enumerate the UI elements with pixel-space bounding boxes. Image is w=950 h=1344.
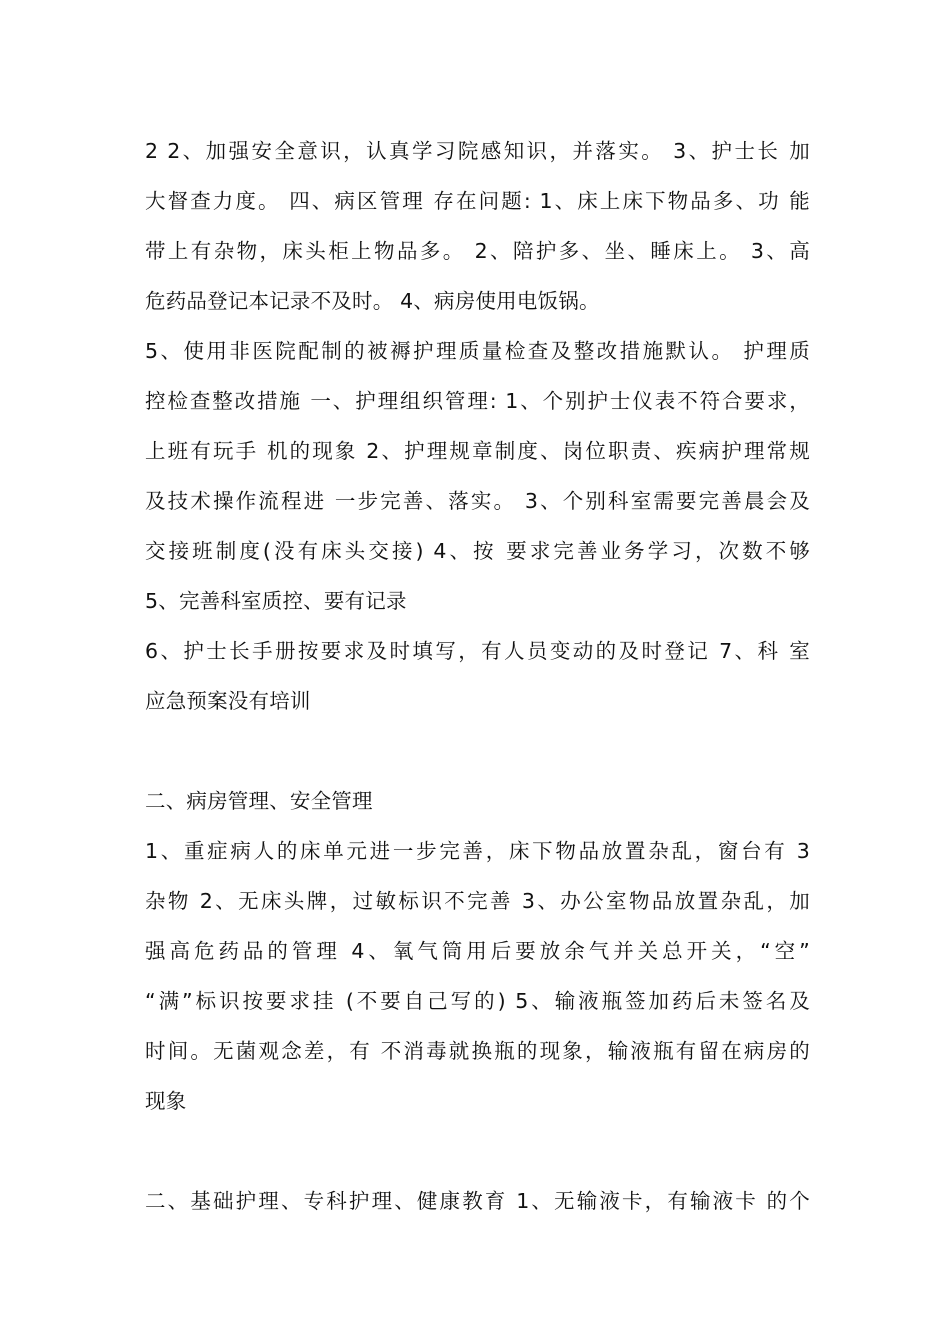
text-line-9: 交接班制度(没有床头交接) 4、按 要求完善业务学习，次数不够: [145, 539, 810, 563]
text-line-6: 控检查整改措施 一、护理组织管理: 1、个别护士仪表不符合要求，: [145, 389, 810, 413]
text-line-1: 2 2、加强安全意识，认真学习院感知识，并落实。 3、护士长 加: [145, 139, 810, 163]
text-line-11: 6、护士长手册按要求及时填写，有人员变动的及时登记 7、科 室: [145, 639, 810, 663]
text-line-20: 现象: [145, 1089, 187, 1113]
text-line-4: 危药品登记本记录不及时。 4、病房使用电饭锅。: [145, 289, 600, 313]
text-line-10: 5、完善科室质控、要有记录: [145, 589, 407, 613]
document-body: [145, 126, 810, 1226]
text-line-15: 1、重症病人的床单元进一步完善，床下物品放置杂乱，窗台有 3: [145, 839, 810, 863]
text-line-5: 5、使用非医院配制的被褥护理质量检查及整改措施默认。 护理质: [145, 339, 810, 363]
text-line-17: 强高危药品的管理 4、氧气筒用后要放余气并关总开关，“空”: [145, 939, 810, 963]
text-line-3: 带上有杂物，床头柜上物品多。 2、陪护多、坐、睡床上。 3、高: [145, 239, 810, 263]
text-line-8: 及技术操作流程进 一步完善、落实。 3、个别科室需要完善晨会及: [145, 489, 810, 513]
paragraph-gap-2: [145, 1126, 810, 1176]
section-heading-ward-safety: 二、病房管理、安全管理: [145, 789, 373, 813]
text-line-22: 二、基础护理、专科护理、健康教育 1、无输液卡，有输液卡 的个: [145, 1189, 810, 1213]
text-line-7: 上班有玩手 机的现象 2、护理规章制度、岗位职责、疾病护理常规: [145, 439, 810, 463]
text-line-16: 杂物 2、无床头牌，过敏标识不完善 3、办公室物品放置杂乱，加: [145, 889, 810, 913]
text-line-19: 时间。无菌观念差，有 不消毒就换瓶的现象，输液瓶有留在病房的: [145, 1039, 810, 1063]
text-line-2: 大督查力度。 四、病区管理 存在问题: 1、床上床下物品多、功 能: [145, 189, 810, 213]
paragraph-gap-1: [145, 726, 810, 776]
text-line-18: “满”标识按要求挂 (不要自己写的) 5、输液瓶签加药后未签名及: [145, 989, 810, 1013]
text-line-12: 应急预案没有培训: [145, 689, 311, 713]
